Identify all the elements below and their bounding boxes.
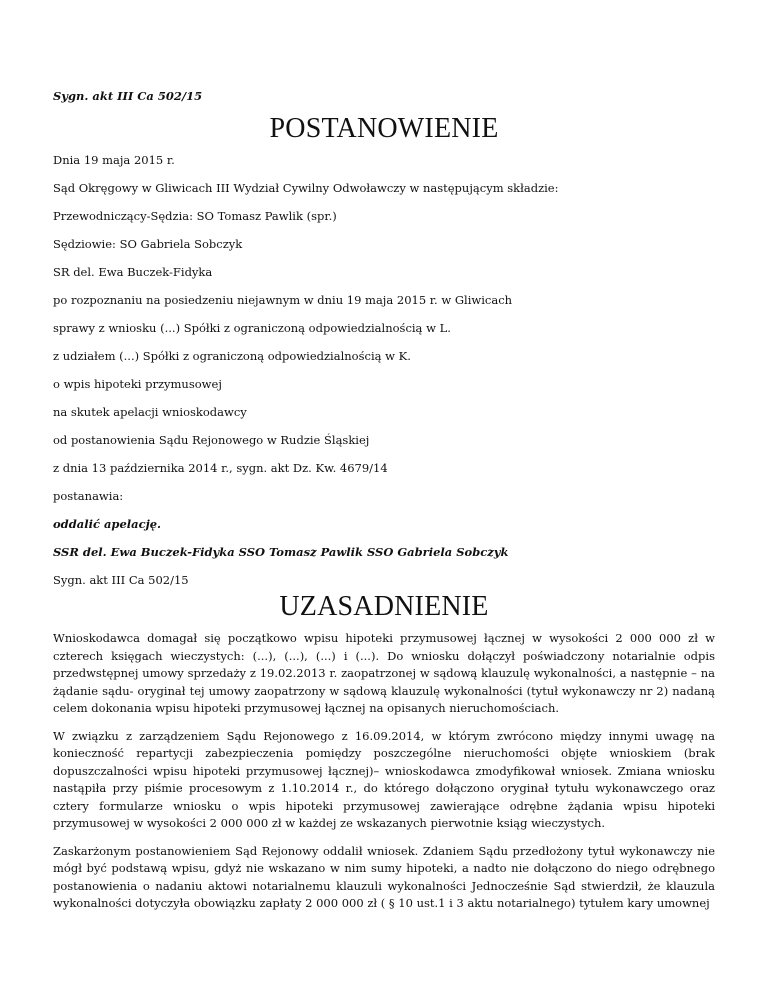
- decides-line: postanawia:: [53, 489, 124, 503]
- date-line: Dnia 19 maja 2015 r.: [53, 153, 175, 167]
- hearing-line: po rozpoznaniu na posiedzeniu niejawnym w dniu 19 maja 2015 r. w Gliwicach: [53, 293, 513, 307]
- case-reference-2: Sygn. akt III Ca 502/15: [53, 573, 189, 587]
- judges-line: Sędziowie: SO Gabriela Sobczyk: [53, 237, 243, 251]
- justification-paragraph-3: Zaskarżonym postanowieniem Sąd Rejonowy oddalił wniosek. Zdaniem Sądu przedłożony tytuł wykonawczy nie mógł być podstawą wpisu, gdyż nie wskazano w nim sumy hipoteki, a nadto nie dołączono do niego odrębnego postanowienia o nadaniu aktowi notarialnemu klauzuli wykonalności Jednocześnie Sąd stwierdził, że klauzula wykonalności dotyczyła obowiązku zapłaty 2 000 000 zł ( § 10 ust.1 i 3 aktu notarialnego) tytułem kary umownej: [53, 843, 715, 910]
- applicant-line: sprawy z wniosku (...) Spółki z ograniczoną odpowiedzialnością w L.: [53, 321, 451, 335]
- justification-title: UZASADNIENIE: [279, 591, 489, 622]
- case-reference: Sygn. akt III Ca 502/15: [53, 89, 203, 103]
- decision-text: oddalić apelację.: [53, 517, 162, 531]
- justification-paragraph-1: Wnioskodawca domagał się początkowo wpisu hipoteki przymusowej łącznej w wysokości 2 000 000 zł w czterech księgach wieczystych: (...), (...), (...) i (...). Do wniosku dołączył poświadczony notarialnie odpis przedwstępnej umowy sprzedaży z 19.02.2013 r. zaopatrzonej w sądową klauzulę wykonalności, a następnie – na żądanie sądu- oryginał tej umowy zaopatrzony w sądową klauzulę wykonalności (tytuł wykonawczy nr 2) nadaną celem dokonania wpisu hipoteki przymusowej łącznej na opisanych nieruchomościach.: [53, 631, 715, 715]
- appeal-line: na skutek apelacji wnioskodawcy: [53, 405, 247, 419]
- presiding-judge-line: Przewodniczący-Sędzia: SO Tomasz Pawlik (spr.): [53, 209, 337, 223]
- subject-line: o wpis hipoteki przymusowej: [53, 377, 222, 391]
- participant-line: z udziałem (...) Spółki z ograniczoną odpowiedzialnością w K.: [53, 349, 411, 363]
- signatures: SSR del. Ewa Buczek-Fidyka SSO Tomasz Pawlik SSO Gabriela Sobczyk: [53, 545, 509, 559]
- justification-paragraph-2: W związku z zarządzeniem Sądu Rejonowego z 16.09.2014, w którym zwrócono między innymi uwagę na konieczność repartycji zabezpieczenia pomiędzy poszczególne nieruchomości objęte wnioskiem (brak dopuszczalności wpisu hipoteki przymusowej łącznej)– wnioskodawca zmodyfikował wniosek. Zmiana wniosku nastąpiła przy piśmie procesowym z 1.10.2014 r., do którego dołączono oryginał tytułu wykonawczego oraz cztery formularze wniosku o wpis hipoteki przymusowej zawierające odrębne żądania wpisu hipoteki przymusowej w wysokości 2 000 000 zł w każdej ze wskazanych pierwotnie ksiąg wieczystych.: [53, 728, 715, 830]
- lower-court-line: od postanowienia Sądu Rejonowego w Rudzie Śląskiej: [53, 433, 370, 447]
- court-line: Sąd Okręgowy w Gliwicach III Wydział Cywilny Odwoławczy w następującym składzie:: [53, 181, 559, 195]
- document-page: [53, 88, 715, 923]
- lower-court-date-line: z dnia 13 października 2014 r., sygn. akt Dz. Kw. 4679/14: [53, 461, 388, 475]
- document-title: POSTANOWIENIE: [269, 113, 499, 144]
- delegated-judge-line: SR del. Ewa Buczek-Fidyka: [53, 265, 213, 279]
